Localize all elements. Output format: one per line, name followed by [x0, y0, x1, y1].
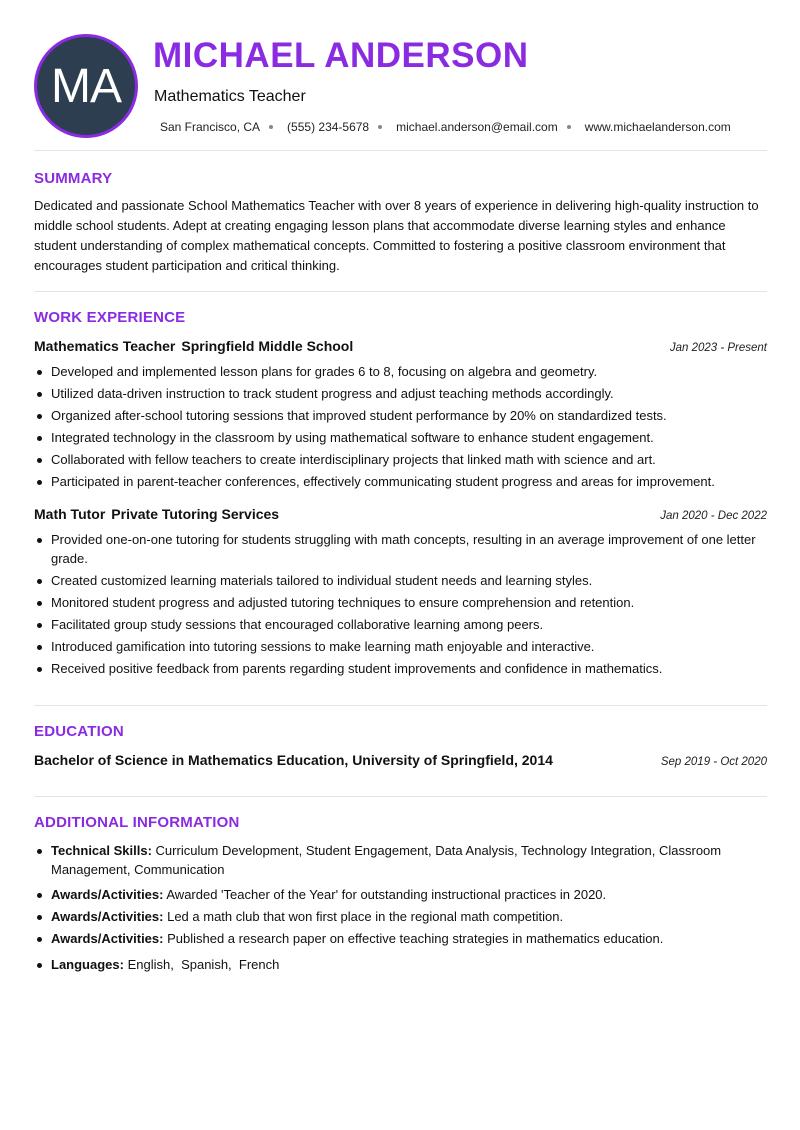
candidate-name: MICHAEL ANDERSON: [153, 36, 529, 75]
list-item: Provided one-on-one tutoring for students struggling with math concepts, resulting in an average improvement of one letter grade.: [34, 530, 769, 568]
list-item: [34, 929, 769, 948]
job-dates: Jan 2023 - Present: [669, 342, 767, 354]
avatar: [34, 34, 138, 138]
contact-phone: (555) 234-5678: [287, 120, 370, 134]
section-title-education: EDUCATION: [34, 723, 124, 740]
item-text: English, Spanish, French: [127, 957, 280, 972]
job-dates: Jan 2020 - Dec 2022: [660, 510, 767, 522]
contact-website[interactable]: www.michaelanderson.com: [584, 120, 731, 134]
job-company: Springfield Middle School: [181, 338, 354, 354]
item-text: Awarded 'Teacher of the Year' for outstanding instructional practices in 2020.: [166, 887, 607, 902]
list-item: Created customized learning materials tailored to individual student needs and learning styles.: [34, 571, 769, 590]
education-header: [34, 752, 767, 768]
job-role-company: [34, 338, 353, 354]
job-header: [34, 506, 767, 522]
job-bullets: [34, 362, 769, 494]
job-role: Math Tutor: [34, 506, 106, 522]
list-item: Participated in parent-teacher conferences, effectively communicating student progress and areas for improvement.: [34, 472, 769, 491]
contact-location: San Francisco, CA: [160, 120, 261, 134]
job-title: Mathematics Teacher: [154, 88, 306, 105]
divider: [34, 705, 767, 706]
list-item: Developed and implemented lesson plans for grades 6 to 8, focusing on algebra and geometry.: [34, 362, 769, 381]
list-item: Monitored student progress and adjusted tutoring techniques to ensure comprehension and retention.: [34, 593, 769, 612]
item-label: Languages:: [51, 957, 124, 972]
section-title-additional: ADDITIONAL INFORMATION: [34, 814, 240, 831]
section-title-summary: SUMMARY: [34, 170, 113, 187]
item-label: Awards/Activities:: [51, 909, 164, 924]
item-text: Curriculum Development, Student Engagement, Data Analysis, Technology Integration, Classroom Management, Communication: [51, 843, 722, 877]
list-item: [34, 955, 769, 974]
item-label: Awards/Activities:: [51, 931, 164, 946]
list-item: Introduced gamification into tutoring sessions to make learning math enjoyable and interactive.: [34, 637, 769, 656]
list-item: Integrated technology in the classroom by using mathematical software to enhance student engagement.: [34, 428, 769, 447]
education-degree: Bachelor of Science in Mathematics Education, University of Springfield, 2014: [34, 752, 553, 768]
list-item: [34, 841, 769, 879]
list-item: Received positive feedback from parents regarding student improvements and confidence in mathematics.: [34, 659, 769, 678]
item-label: Technical Skills:: [51, 843, 152, 858]
job-company: Private Tutoring Services: [111, 506, 280, 522]
divider: [34, 150, 767, 151]
job-header: [34, 338, 767, 354]
list-item: [34, 885, 769, 904]
divider: [34, 796, 767, 797]
contact-info: [160, 120, 731, 134]
item-text: Led a math club that won first place in the regional math competition.: [167, 909, 564, 924]
separator-dot-icon: [269, 125, 273, 129]
job-role-company: [34, 506, 279, 522]
list-item: Collaborated with fellow teachers to create interdisciplinary projects that linked math with science and art.: [34, 450, 769, 469]
avatar-initials: MA: [51, 59, 121, 113]
job-bullets: [34, 530, 769, 681]
separator-dot-icon: [378, 125, 382, 129]
summary-text: Dedicated and passionate School Mathematics Teacher with over 8 years of experience in delivering high-quality instruction to middle school students. Adept at creating engaging lesson plans that accommodate diverse learning styles and enhance student understanding of complex mathematical concepts. Committed to fostering a positive classroom environment that encourages student participation and critical thinking.: [34, 198, 759, 273]
separator-dot-icon: [567, 125, 571, 129]
additional-list: [34, 841, 769, 974]
divider: [34, 291, 767, 292]
list-item: Facilitated group study sessions that encouraged collaborative learning among peers.: [34, 615, 769, 634]
item-text: Published a research paper on effective teaching strategies in mathematics education.: [167, 931, 664, 946]
item-label: Awards/Activities:: [51, 887, 164, 902]
list-item: [34, 907, 769, 926]
list-item: Organized after-school tutoring sessions that improved student performance by 20% on standardized tests.: [34, 406, 769, 425]
job-role: Mathematics Teacher: [34, 338, 176, 354]
section-title-experience: WORK EXPERIENCE: [34, 309, 186, 326]
list-item: Utilized data-driven instruction to track student progress and adjust teaching methods accordingly.: [34, 384, 769, 403]
contact-email[interactable]: michael.anderson@email.com: [396, 120, 558, 134]
education-dates: Sep 2019 - Oct 2020: [660, 756, 767, 768]
